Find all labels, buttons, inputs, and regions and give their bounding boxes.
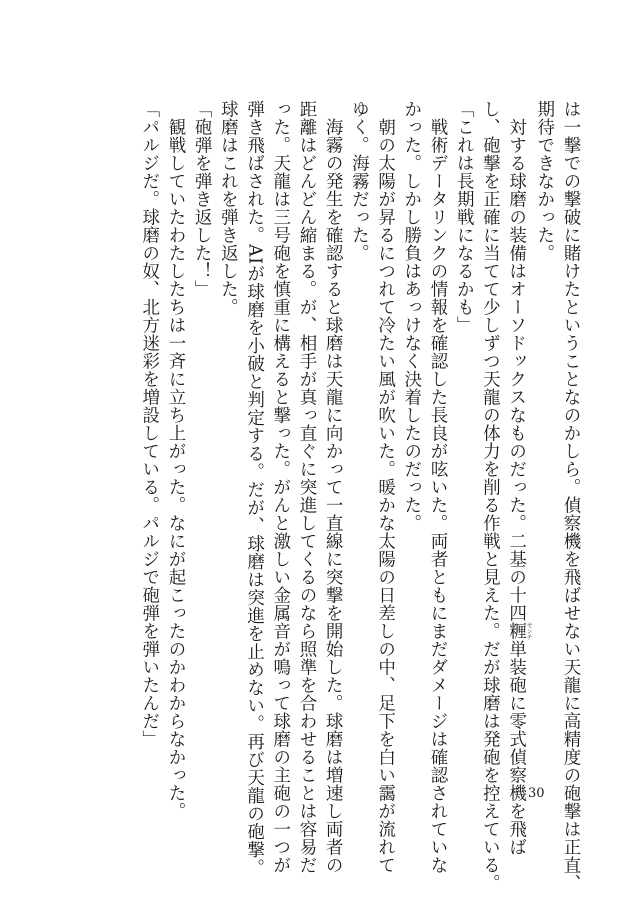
ruby-reading: センチ bbox=[525, 622, 533, 640]
ruby-annotation bbox=[506, 622, 533, 640]
text-line: 期待できなかった。 bbox=[534, 100, 555, 262]
text-line: は一撃での撃破に賭けたということなのかしら。偵察機を飛ばせない天龍に高精度の砲撃は正直、 bbox=[561, 100, 581, 892]
text-line: 「これは長期戦になるかも」 bbox=[454, 100, 475, 334]
text-fragment: 対する球磨の装備はオーソドックスなものだった。二基の十四 bbox=[506, 100, 527, 622]
text-line: し、砲撃を正確に当てて少しずつ天龍の体力を削る作戦と見えた。だが球磨は発砲を控えている。 bbox=[480, 100, 501, 892]
text-line: 観戦していたわたしたちは一斉に立ち上がった。なにが起こったのかわからなかった。 bbox=[165, 100, 186, 820]
text-line: 球磨はこれを弾き返した。 bbox=[218, 100, 239, 316]
text-line: 海霧の発生を確認すると球磨は天龍に向かって一直線に突撃を開始した。球磨は増速し両者の bbox=[323, 100, 344, 874]
text-line: 戦術データリンクの情報を確認した長良が呟いた。両者ともにまだダメージは確認されていな bbox=[427, 100, 448, 874]
text-fragment: 単装砲に零式偵察機を飛ば bbox=[506, 640, 527, 856]
text-line: かった。しかし勝負はあっけなく決着したのだった。 bbox=[401, 100, 422, 532]
text-line: 朝の太陽が昇るにつれて冷たい風が吹いた。暖かな太陽の日差しの中、足下を白い靄が流れて bbox=[375, 100, 396, 874]
ruby-base: 糎 bbox=[506, 622, 527, 640]
text-line: 弾き飛ばされた。AIが球磨を小破と判定する。だが、球磨は突進を止めない。再び天龍の砲撃。 bbox=[244, 100, 265, 877]
text-line: ゆく。海霧だった。 bbox=[349, 100, 370, 262]
page-number: 30 bbox=[528, 786, 545, 801]
text-line: 「パルジだ。球磨の奴、北方迷彩を増設している。パルジで砲弾を弾いたんだ」 bbox=[139, 100, 160, 748]
text-line-with-ruby bbox=[503, 100, 533, 856]
text-line: 距離はどんどん縮まる。が、相手が真っ直ぐに突進してくるのなら照準を合わせることは容易だ bbox=[296, 100, 317, 874]
text-line: った。天龍は三号砲を慎重に構えると撃った。がんと激しい金属音が鳴って球磨の主砲の一つが bbox=[270, 100, 291, 874]
text-line: 「砲弾を弾き返した！」 bbox=[192, 100, 213, 298]
